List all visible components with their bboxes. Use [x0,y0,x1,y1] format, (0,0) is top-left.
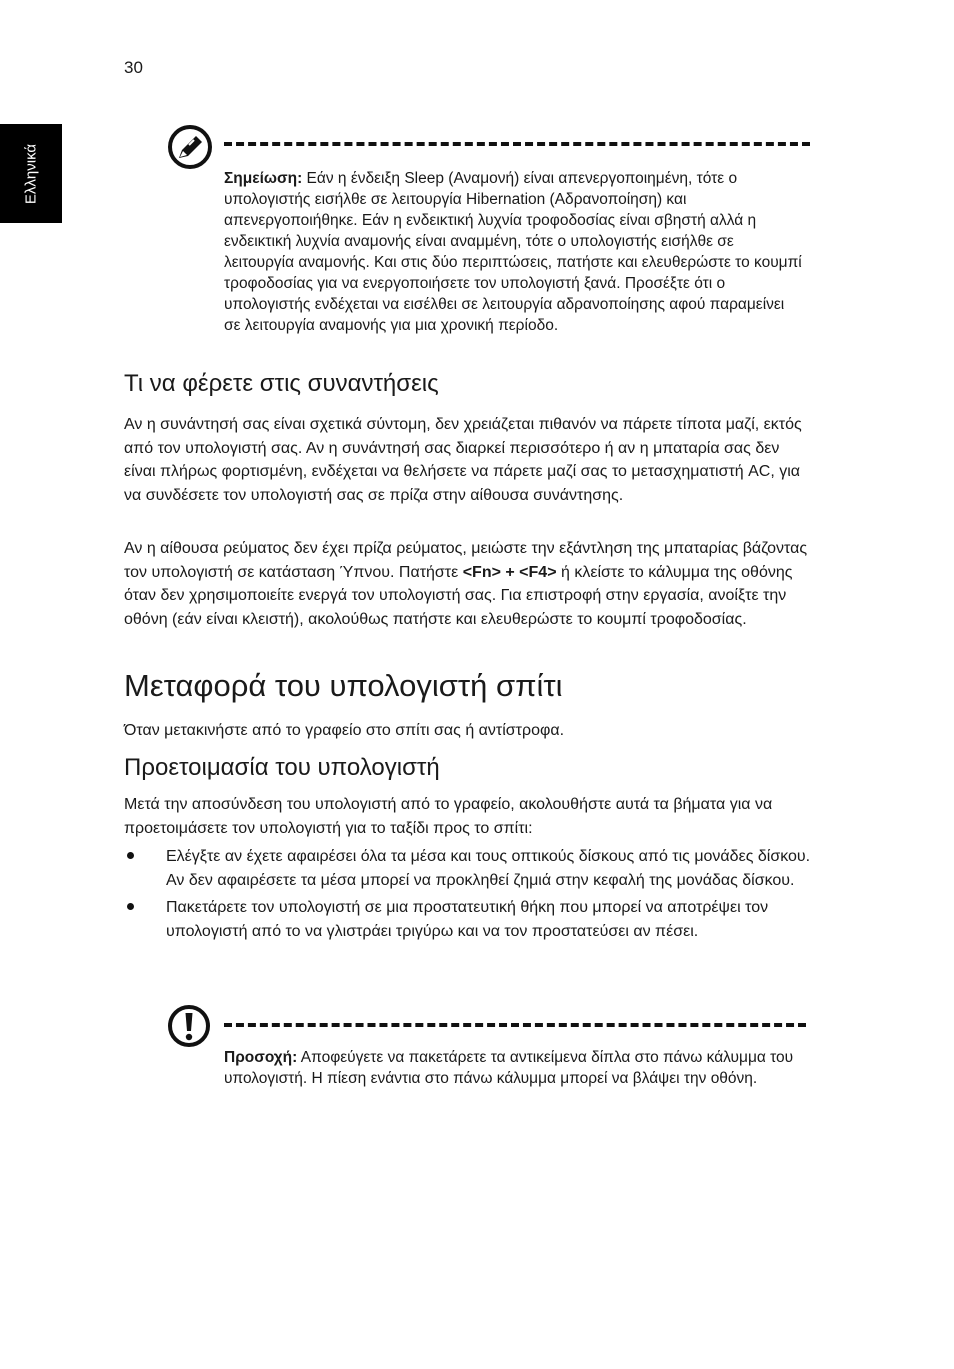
note-body: Εάν η ένδειξη Sleep (Αναμονή) είναι απενεργοποιημένη, τότε ο υπολογιστής εισήλθε σε λειτουργία Hibernation (Αδρανοποίηση) και απενεργοποιήθηκε. Εάν η ενδεικτική λυχνία τροφοδοσίας είναι σβηστή αλλά η ενδεικτική λυχνία αναμονής είναι αναμμένη, τότε ο υπολογιστής εισήλθε σε λειτουργία αναμονής. Και στις δύο περιπτώσεις, πατήστε και ελευθερώστε το κουμπί τροφοδοσίας για να ενεργοποιήσετε τον υπολογιστή ξανά. Προσέξτε ότι ο υπολογιστής ενδέχεται να εισέλθει σε λειτουργία αδρανοποίησης αφού παραμείνει σε λειτουργία αναμονής για μια χρονική περίοδο. [224,170,802,334]
note-text [224,168,804,336]
heading-prepare: Προετοιμασία του υπολογιστή [124,754,440,781]
heading-meetings: Τι να φέρετε στις συναντήσεις [124,370,439,397]
list-item: Ελέγξτε αν έχετε αφαιρέσει όλα τα μέσα και τους οπτικούς δίσκους από τις μονάδες δίσκου. Αν δεν αφαιρέσετε τα μέσα μπορεί να προκληθεί ζημιά στην κεφαλή της μονάδας δίσκου. [124,845,814,892]
caution-exclamation-icon [167,1004,211,1048]
prepare-bullet-list [124,845,814,947]
language-tab-label: Ελληνικά [22,143,40,205]
prepare-intro: Μετά την αποσύνδεση του υπολογιστή από το γραφείο, ακολουθήστε αυτά τα βήματα για να προετοιμάσετε τον υπολογιστή για το ταξίδι προς το σπίτι: [124,796,773,837]
bullet-icon [127,903,134,910]
note-label: Σημείωση: [224,170,303,187]
note-divider [224,142,810,146]
note-pencil-icon [167,124,213,170]
caution-text [224,1047,804,1089]
keyboard-shortcut: <Fn> + <F4> [462,563,557,581]
page-number: 30 [124,58,143,77]
bullet-icon [127,852,134,859]
meetings-paragraph-1: Αν η συνάντησή σας είναι σχετικά σύντομη, δεν χρειάζεται πιθανόν να πάρετε τίποτα μαζί, εκτός από τον υπολογιστή σας. Αν η συνάντησή σας διαρκεί περισσότερο ή αν η μπαταρία σας δεν είναι πλήρως φορτισμένη, ενδέχεται να θελήσετε να πάρετε μαζί σας το μετασχηματιστή AC, για να συνδέσετε τον υπολογιστή σας σε πρίζα στην αίθουσα συνάντησης. [124,416,802,504]
take-home-intro: Όταν μετακινήστε από το γραφείο στο σπίτι σας ή αντίστροφα. [124,722,565,739]
caution-body: Αποφεύγετε να πακετάρετε τα αντικείμενα δίπλα στο πάνω κάλυμμα του υπολογιστή. Η πίεση ενάντια στο πάνω κάλυμμα μπορεί να βλάψει την οθόνη. [224,1049,794,1087]
caution-label: Προσοχή: [224,1049,298,1066]
list-item: Πακετάρετε τον υπολογιστή σε μια προστατευτική θήκη που μπορεί να αποτρέψει τον υπολογιστή από το να γλιστράει τριγύρω και να τον προστατεύσει αν πέσει. [124,896,814,943]
caution-divider [224,1023,806,1027]
meetings-paragraph-2: Αν η αίθουσα ρεύματος δεν έχει πρίζα ρεύματος, μειώστε την εξάντληση της μπαταρίας βάζοντας τον υπολογιστή σε κατάσταση Ύπνου. Πατήστε <Fn> + <F4> ή κλείστε το κάλυμμα της οθόνης όταν δεν χρησιμοποιείτε ενεργά τον υπολογιστή σας. Για επιστροφή στην εργασία, ανοίξτε την οθόνη (εάν είναι κλειστή), ακολούθως πατήστε και ελευθερώστε το κουμπί τροφοδοσίας. [124,540,808,628]
language-side-tab [0,124,62,223]
heading-take-home: Μεταφορά του υπολογιστή σπίτι [124,668,563,703]
